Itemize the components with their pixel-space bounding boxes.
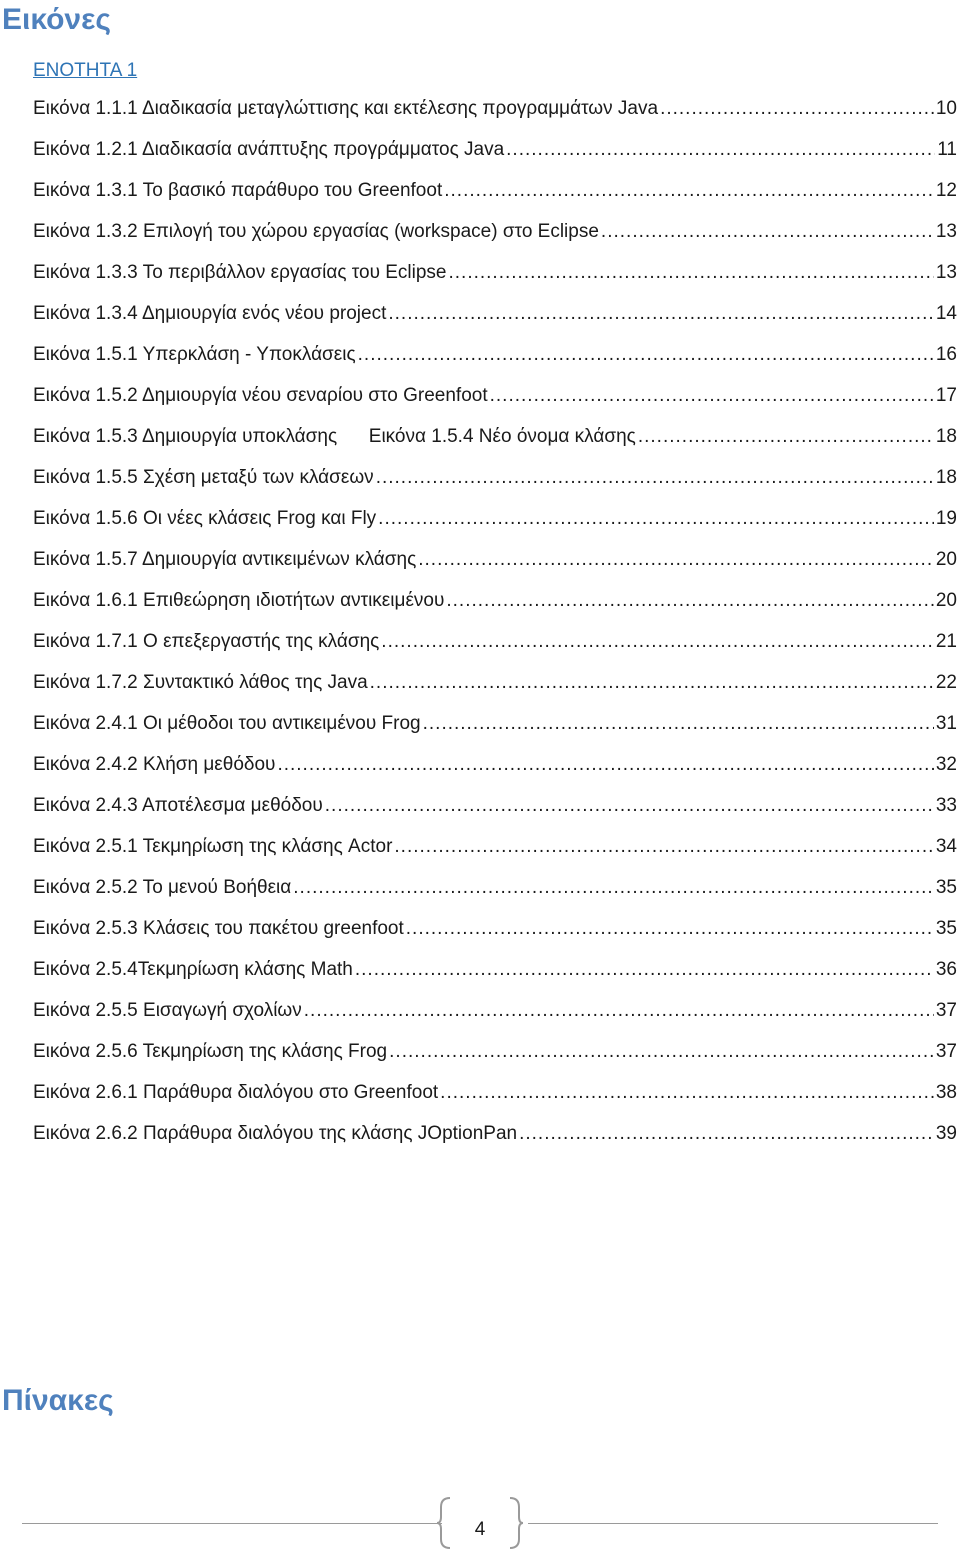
toc-entry-page[interactable]: 38 xyxy=(935,1082,957,1103)
toc-dot-leader xyxy=(394,836,933,858)
toc-dot-leader xyxy=(381,631,934,653)
toc-entry-label[interactable]: Εικόνα 1.5.6 Οι νέες κλάσεις Frog και Fly xyxy=(33,508,377,529)
toc-dot-leader xyxy=(448,262,933,284)
toc-entry[interactable] xyxy=(33,180,957,221)
section-heading-tables: Πίνακες xyxy=(2,1384,114,1417)
toc-entry-page[interactable]: 14 xyxy=(935,303,957,324)
toc-entry-label[interactable]: Εικόνα 1.3.1 Το βασικό παράθυρο του Greenfoot xyxy=(33,180,443,201)
section-heading-images: Εικόνες xyxy=(2,3,111,36)
toc-entry-page[interactable]: 12 xyxy=(935,180,957,201)
toc-entry-label[interactable]: Εικόνα 2.5.1 Τεκμηρίωση της κλάσης Actor xyxy=(33,836,393,857)
toc-entry-page[interactable]: 37 xyxy=(935,1000,957,1021)
toc-entry[interactable] xyxy=(33,303,957,344)
toc-entry-page[interactable]: 22 xyxy=(935,672,957,693)
toc-entry-page[interactable]: 13 xyxy=(935,221,957,242)
toc-entry-page[interactable]: 13 xyxy=(935,262,957,283)
toc-entry[interactable] xyxy=(33,344,957,385)
toc-entry-page[interactable]: 20 xyxy=(935,549,957,570)
toc-entry-label[interactable]: Εικόνα 1.5.2 Δημιουργία νέου σεναρίου στο Greenfoot xyxy=(33,385,488,406)
toc-dot-leader xyxy=(660,98,934,120)
toc-dot-leader xyxy=(389,1041,934,1063)
toc-entry[interactable] xyxy=(33,139,957,180)
toc-entry-label[interactable]: Εικόνα 1.6.1 Επιθεώρηση ιδιοτήτων αντικειμένου xyxy=(33,590,445,611)
toc-entry[interactable] xyxy=(33,590,957,631)
toc-entry-label[interactable]: Εικόνα 2.5.2 Το μενού Βοήθεια xyxy=(33,877,292,898)
toc-dot-leader xyxy=(444,180,934,202)
toc-entry-label[interactable]: Εικόνα 1.7.1 Ο επεξεργαστής της κλάσης xyxy=(33,631,380,652)
toc-entry-page[interactable]: 36 xyxy=(935,959,957,980)
toc-dot-leader xyxy=(370,672,934,694)
toc-entry-label[interactable]: Εικόνα 2.5.5 Εισαγωγή σχολίων xyxy=(33,1000,302,1021)
toc-entry[interactable] xyxy=(33,98,957,139)
toc-dot-leader xyxy=(519,1123,934,1145)
toc-entry-page[interactable]: 10 xyxy=(935,98,957,119)
toc-dot-leader xyxy=(506,139,935,161)
toc-dot-leader xyxy=(440,1082,934,1104)
toc-dot-leader xyxy=(638,426,934,448)
toc-dot-leader xyxy=(376,467,934,489)
toc-entry-page[interactable]: 19 xyxy=(935,508,957,529)
toc-dot-leader xyxy=(418,549,934,571)
toc-entry[interactable] xyxy=(33,918,957,959)
toc-entry-label[interactable]: Εικόνα 1.5.7 Δημιουργία αντικειμένων κλάσης xyxy=(33,549,417,570)
toc-entry-label[interactable]: Εικόνα 2.5.3 Κλάσεις του πακέτου greenfoot xyxy=(33,918,404,939)
toc-entry[interactable] xyxy=(33,262,957,303)
toc-entry-page[interactable]: 17 xyxy=(935,385,957,406)
toc-entry-page[interactable]: 16 xyxy=(935,344,957,365)
toc-entry[interactable] xyxy=(33,959,957,1000)
toc-entry-label[interactable]: Εικόνα 2.5.6 Τεκμηρίωση της κλάσης Frog xyxy=(33,1041,388,1062)
toc-entry-page[interactable]: 34 xyxy=(935,836,957,857)
toc-entry-label[interactable]: Εικόνα 2.6.2 Παράθυρα διαλόγου της κλάσης JOptionPan xyxy=(33,1123,518,1144)
toc-entry-label[interactable]: Εικόνα 1.3.4 Δημιουργία ενός νέου project xyxy=(33,303,387,324)
toc-entry[interactable] xyxy=(33,508,957,549)
toc-dot-leader xyxy=(446,590,933,612)
toc-entry-page[interactable]: 33 xyxy=(935,795,957,816)
toc-entry[interactable] xyxy=(33,795,957,836)
toc-entry[interactable] xyxy=(33,221,957,262)
page-number: 4 xyxy=(474,1519,486,1540)
toc-entry[interactable] xyxy=(33,1123,957,1164)
toc-entry-label[interactable]: Εικόνα 1.7.2 Συντακτικό λάθος της Java xyxy=(33,672,368,693)
toc-entry-label[interactable]: Εικόνα 2.6.1 Παράθυρα διαλόγου στο Greenfoot xyxy=(33,1082,439,1103)
toc-entry-page[interactable]: 32 xyxy=(935,754,957,775)
figures-table-of-contents xyxy=(33,98,957,1164)
toc-entry[interactable] xyxy=(33,426,957,467)
toc-entry[interactable] xyxy=(33,467,957,508)
toc-entry-page[interactable]: 11 xyxy=(937,139,957,160)
toc-entry-page[interactable]: 39 xyxy=(935,1123,957,1144)
toc-entry-label[interactable]: Εικόνα 1.5.1 Υπερκλάση - Υποκλάσεις xyxy=(33,344,356,365)
toc-entry[interactable] xyxy=(33,1082,957,1123)
toc-entry-page[interactable]: 37 xyxy=(935,1041,957,1062)
toc-dot-leader xyxy=(423,713,934,735)
toc-dot-leader xyxy=(406,918,934,940)
toc-entry[interactable] xyxy=(33,549,957,590)
footer-rule-left xyxy=(22,1523,442,1524)
toc-entry-page[interactable]: 21 xyxy=(935,631,957,652)
toc-entry[interactable] xyxy=(33,713,957,754)
toc-entry-page[interactable]: 35 xyxy=(935,918,957,939)
toc-dot-leader xyxy=(304,1000,934,1022)
footer-rule-right xyxy=(528,1523,938,1524)
toc-dot-leader xyxy=(358,344,934,366)
toc-dot-leader xyxy=(355,959,934,981)
toc-dot-leader xyxy=(293,877,934,899)
toc-entry[interactable] xyxy=(33,1041,957,1082)
toc-entry-label[interactable]: Εικόνα 2.4.1 Οι μέθοδοι του αντικειμένου Frog xyxy=(33,713,421,734)
toc-entry-label[interactable]: Εικόνα 2.4.3 Αποτέλεσμα μεθόδου xyxy=(33,795,323,816)
toc-entry-label[interactable]: Εικόνα 1.2.1 Διαδικασία ανάπτυξης προγράμματος Java xyxy=(33,139,505,160)
toc-entry-label[interactable]: Εικόνα 1.5.5 Σχέση μεταξύ των κλάσεων xyxy=(33,467,374,488)
toc-entry-page[interactable]: 18 xyxy=(935,467,957,488)
toc-entry-label[interactable]: Εικόνα 1.1.1 Διαδικασία μεταγλώττισης και εκτέλεσης προγραμμάτων Java xyxy=(33,98,659,119)
toc-dot-leader xyxy=(601,221,934,243)
toc-entry-label[interactable]: Εικόνα 2.5.4Τεκμηρίωση κλάσης Math xyxy=(33,959,353,980)
toc-dot-leader xyxy=(388,303,933,325)
toc-entry[interactable] xyxy=(33,877,957,918)
unit-1-link[interactable]: ΕΝΟΤΗΤΑ 1 xyxy=(33,60,138,81)
toc-entry[interactable] xyxy=(33,1000,957,1041)
toc-entry-label[interactable]: Εικόνα 1.3.2 Επιλογή του χώρου εργασίας (workspace) στο Eclipse xyxy=(33,221,599,242)
toc-entry[interactable] xyxy=(33,754,957,795)
toc-entry-page[interactable]: 20 xyxy=(935,590,957,611)
toc-entry[interactable] xyxy=(33,672,957,713)
toc-entry[interactable] xyxy=(33,836,957,877)
toc-entry-page[interactable]: 31 xyxy=(935,713,957,734)
toc-entry-label[interactable]: Εικόνα 1.5.3 Δημιουργία υποκλάσης Εικόνα 1.5.4 Νέο όνομα κλάσης xyxy=(33,426,636,447)
toc-entry-page[interactable]: 35 xyxy=(935,877,957,898)
toc-dot-leader xyxy=(277,754,933,776)
toc-entry-page[interactable]: 18 xyxy=(935,426,957,447)
toc-entry-label[interactable]: Εικόνα 2.4.2 Κλήση μεθόδου xyxy=(33,754,276,775)
toc-dot-leader xyxy=(490,385,934,407)
toc-entry-label[interactable]: Εικόνα 1.3.3 Το περιβάλλον εργασίας του Eclipse xyxy=(33,262,447,283)
toc-dot-leader xyxy=(325,795,934,817)
toc-entry[interactable] xyxy=(33,385,957,426)
toc-dot-leader xyxy=(378,508,934,530)
toc-entry[interactable] xyxy=(33,631,957,672)
